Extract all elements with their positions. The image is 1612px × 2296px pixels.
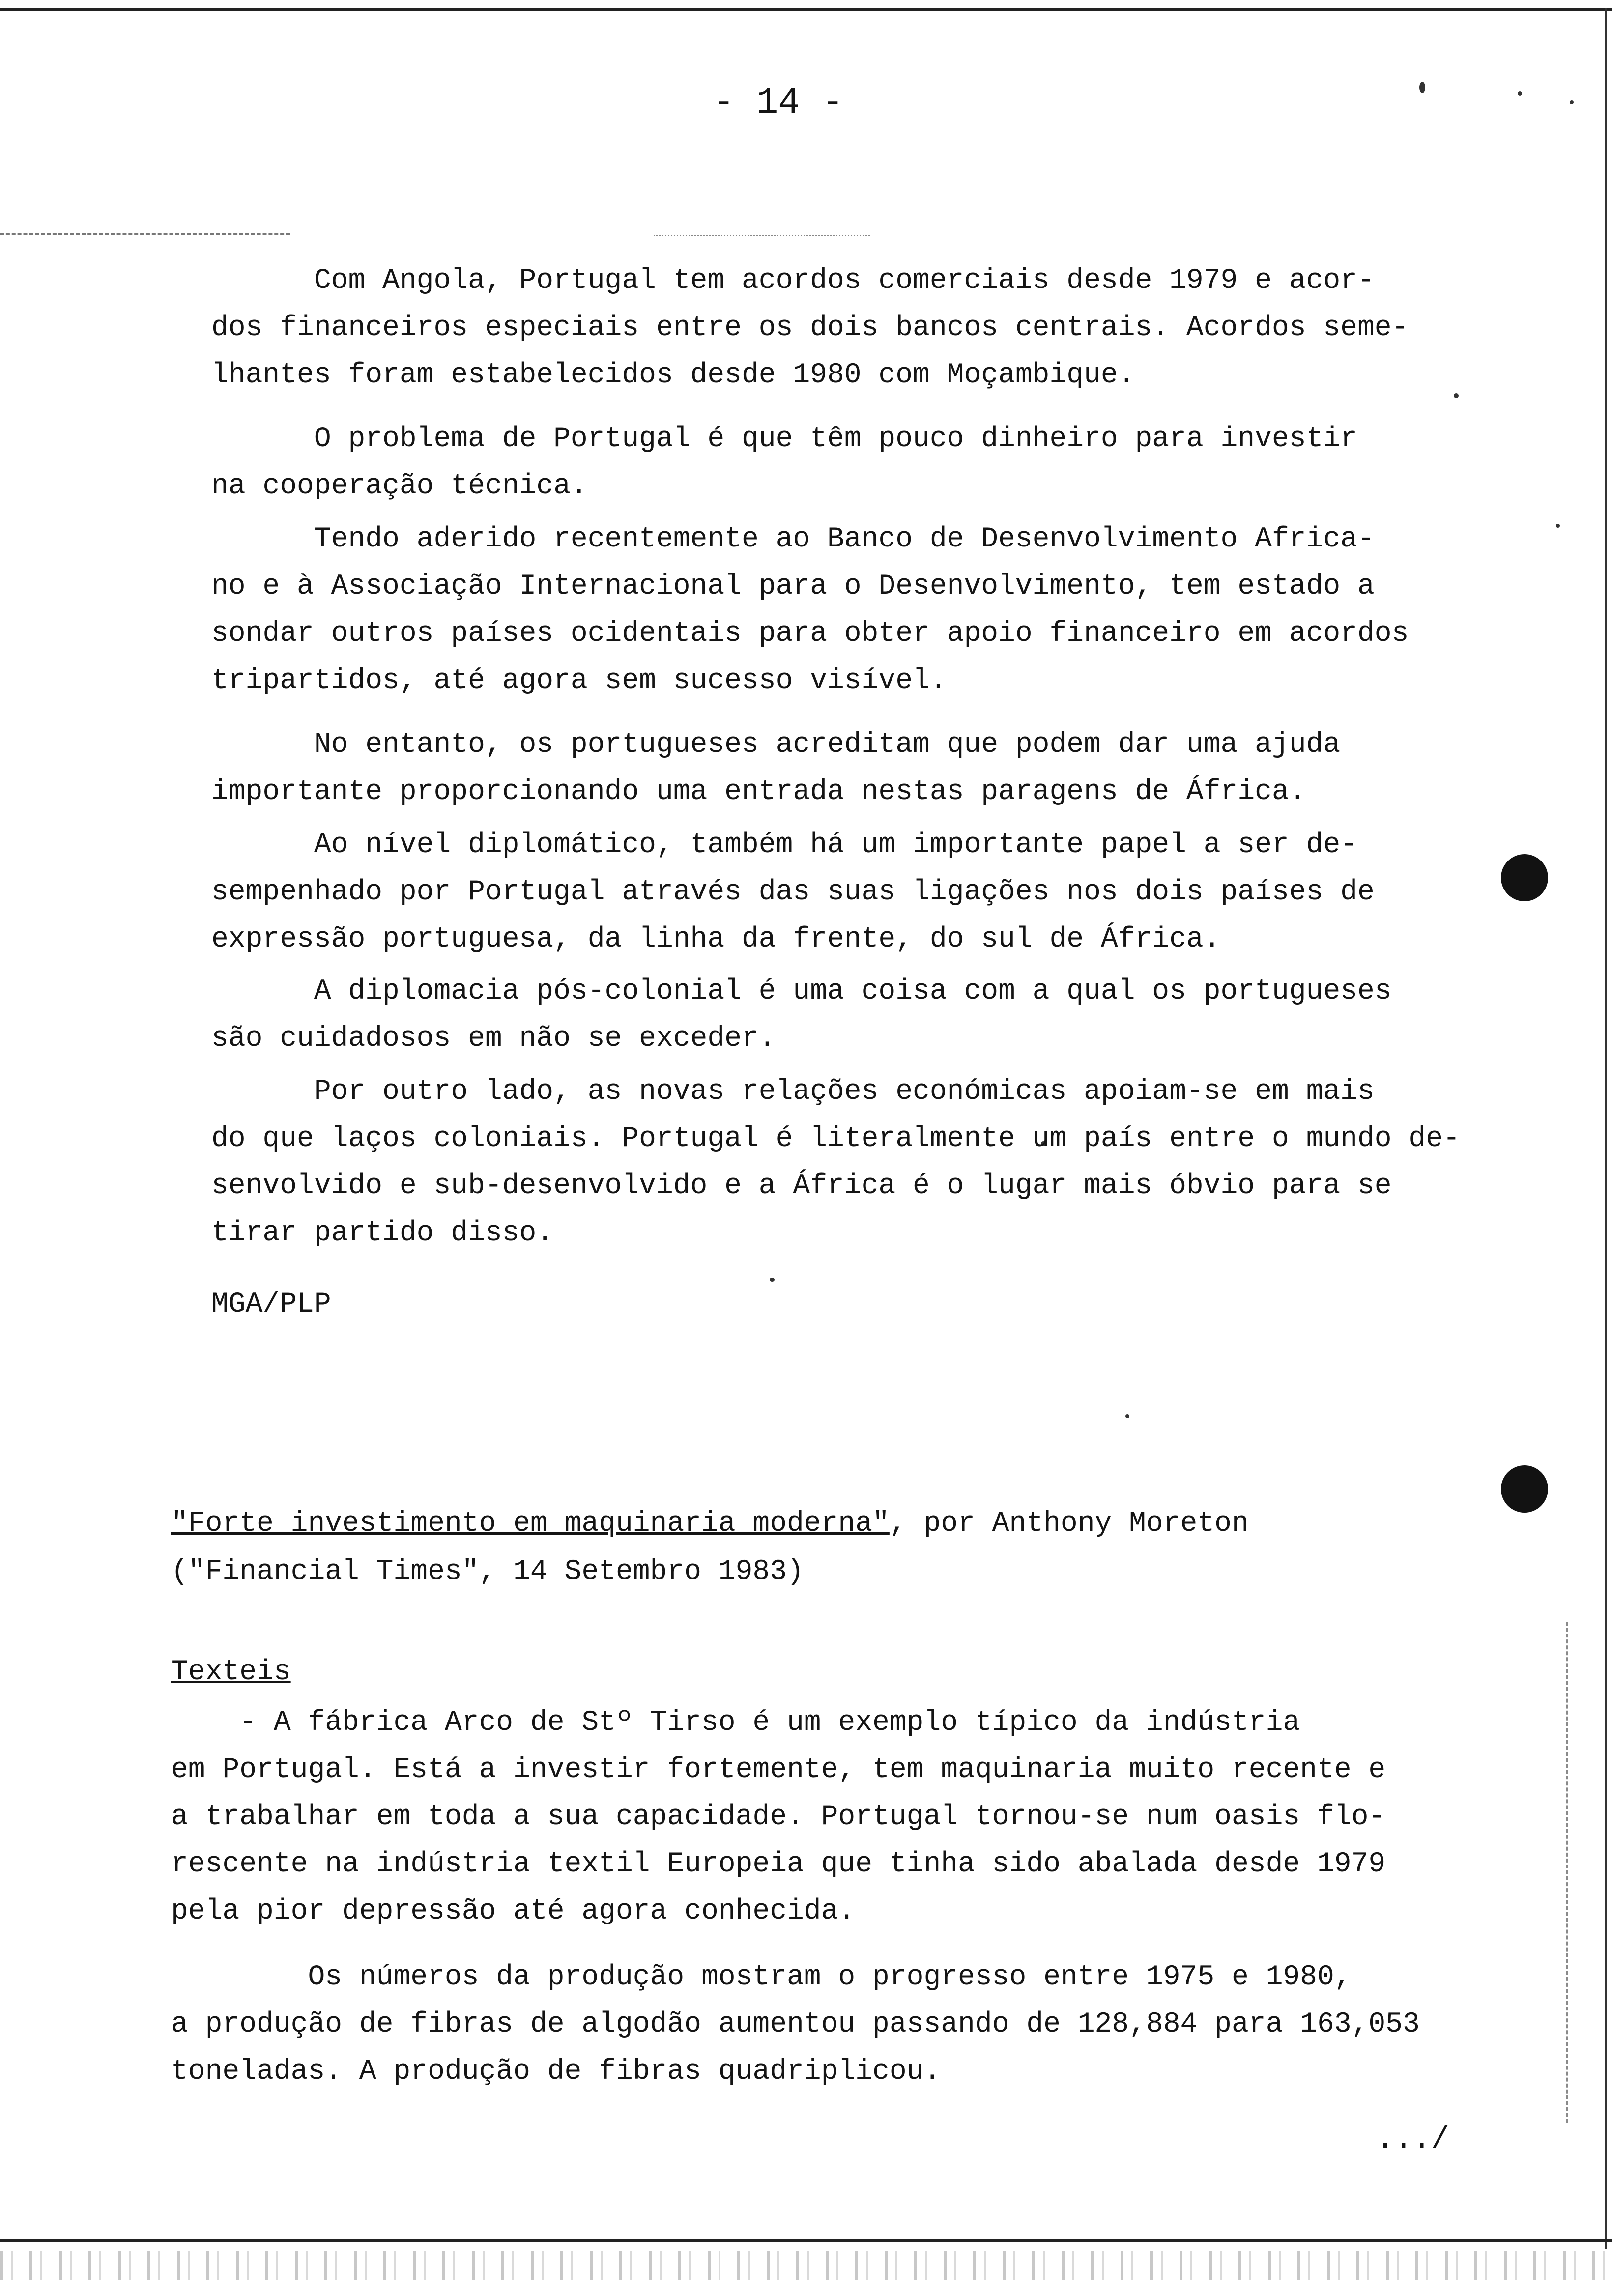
scan-margin-dots: [1566, 1622, 1568, 2123]
top-page-border: [0, 8, 1612, 11]
body-paragraph: Tendo aderido recentemente ao Banco de Desenvolvimento Africa- no e à Associação Internacional para o Desenvolvimento, tem estado a sondar outros países ocidentais para obter apoio financeiro em acordos tripartidos, até agora sem sucesso visível.: [211, 523, 1409, 697]
body-paragraph: No entanto, os portugueses acreditam que podem dar uma ajuda importante proporcionando uma entrada nestas paragens de África.: [211, 729, 1341, 808]
ink-speck: [1419, 82, 1425, 93]
ink-speck: [1518, 91, 1522, 96]
body-paragraph: A diplomacia pós-colonial é uma coisa com a qual os portugueses são cuidadosos em não se exceder.: [211, 976, 1392, 1055]
body-paragraph: Por outro lado, as novas relações económicas apoiam-se em mais do que laços coloniais. Portugal é literalmente um país entre o mundo de- senvolvido e sub-desenvolvido e a África é o lugar mais óbvio para se tirar partido disso.: [211, 1076, 1460, 1249]
continuation-mark: .../: [1376, 2122, 1449, 2157]
ink-speck: [770, 1278, 775, 1282]
ink-speck: [1454, 393, 1459, 398]
body-paragraph: Com Angola, Portugal tem acordos comerciais desde 1979 e acor- dos financeiros especiais entre os dois bancos centrais. Acordos seme- lhantes foram estabelecidos desde 1980 com Moçambique.: [211, 265, 1409, 391]
punch-hole-icon: [1501, 1465, 1548, 1513]
section-heading: Texteis: [171, 1656, 291, 1688]
ink-speck: [1556, 524, 1560, 528]
article-heading: [171, 1508, 1249, 1540]
scan-dotted-mark: [654, 235, 870, 236]
article-author: , por Anthony Moreton: [889, 1508, 1249, 1540]
body-paragraph: O problema de Portugal é que têm pouco dinheiro para investir na cooperação técnica.: [211, 423, 1357, 502]
author-initials: MGA/PLP: [211, 1289, 331, 1320]
scan-dashed-mark: [0, 233, 290, 235]
right-page-border: [1605, 8, 1607, 2249]
scan-noise-strip: [0, 2251, 1612, 2280]
body-paragraph: Os números da produção mostram o progresso entre 1975 e 1980, a produção de fibras de algodão aumentou passando de 128,884 para 163,053 toneladas. A produção de fibras quadriplicou.: [171, 1961, 1420, 2088]
body-paragraph: Ao nível diplomático, também há um importante papel a ser de- sempenhado por Portugal através das suas ligações nos dois países de expressão portuguesa, da linha da frente, do sul de África.: [211, 829, 1375, 955]
body-paragraph: - A fábrica Arco de Stº Tirso é um exemplo típico da indústria em Portugal. Está a investir fortemente, tem maquinaria muito recente e a trabalhar em toda a sua capacidade. Portugal tornou-se num oasis flo- rescente na indústria textil Europeia que tinha sido abalada desde 1979 pela pior depressão até agora conhecida.: [171, 1707, 1386, 1927]
punch-hole-icon: [1501, 854, 1548, 901]
ink-speck: [1570, 100, 1574, 104]
article-source: ("Financial Times", 14 Setembro 1983): [171, 1556, 804, 1588]
bottom-page-border: [0, 2239, 1612, 2242]
page-number: - 14 -: [713, 83, 844, 124]
ink-speck: [1125, 1414, 1129, 1418]
article-title: "Forte investimento em maquinaria moderna": [171, 1508, 890, 1540]
